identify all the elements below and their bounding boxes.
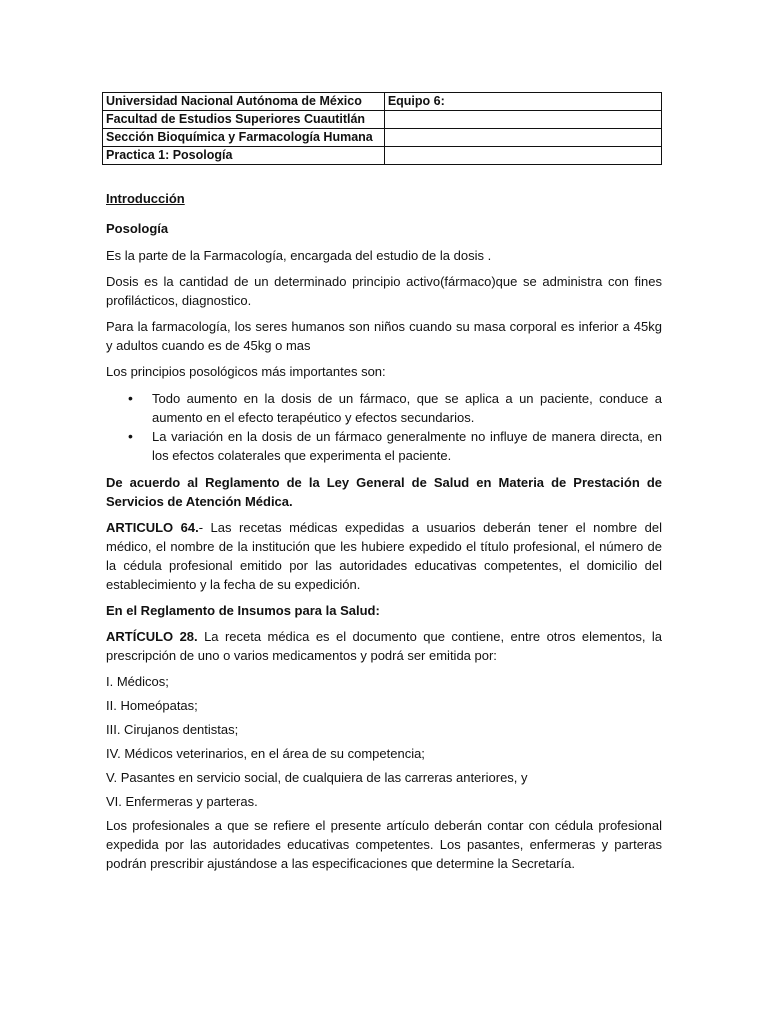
table-cell: Facultad de Estudios Superiores Cuautitlán (103, 111, 385, 129)
section-heading-introduccion: Introducción (106, 191, 185, 206)
article-28-text: La receta médica es el documento que contiene, entre otros elementos, la prescripción de uno o varios medicamentos y podrá ser emitida por: (106, 629, 663, 663)
paragraph: Los principios posológicos más importantes son: (106, 364, 386, 379)
list-item: IV. Médicos veterinarios, en el área de su competencia; (106, 746, 425, 761)
list-item: II. Homeópatas; (106, 698, 198, 713)
list-item: III. Cirujanos dentistas; (106, 722, 239, 737)
list-item: I. Médicos; (106, 674, 169, 689)
table-row (103, 129, 662, 147)
reglamento-heading: De acuerdo al Reglamento de la Ley General de Salud en Materia de Prestación de Servicios de Atención Médica. (106, 475, 662, 509)
subheading-posologia: Posología (106, 221, 169, 236)
paragraph: Para la farmacología, los seres humanos son niños cuando su masa corporal es inferior a 45kg y adultos cuando es de 45kg o mas (106, 319, 662, 353)
table-cell: Universidad Nacional Autónoma de México (103, 93, 385, 111)
principles-list (106, 389, 662, 465)
article-64-text: - Las recetas médicas expedidas a usuarios deberán tener el nombre del médico, el nombre de la institución que les hubiere expedido el título profesional, el número de la cédula profesional emitido por las autoridades educativas competentes, el domicilio del establecimiento y la fecha de su expedición. (106, 520, 663, 592)
table-cell (384, 147, 661, 165)
article-64-label: ARTICULO 64. (106, 520, 199, 535)
paragraph: Es la parte de la Farmacología, encargada del estudio de la dosis . (106, 248, 492, 263)
article-28 (106, 627, 662, 665)
table-cell (384, 111, 661, 129)
paragraph: Dosis es la cantidad de un determinado principio activo(fármaco)que se administra con fines profilácticos, diagnostico. (106, 274, 662, 308)
bullet-icon: • (128, 428, 133, 444)
closing-paragraph: Los profesionales a que se refiere el presente artículo deberán contar con cédula profesional expedida por las autoridades educativas competentes. Los pasantes, enfermeras y parteras podrán prescribir ajustándose a las especificaciones que determine la Secretaría. (106, 818, 662, 871)
list-item-text: La variación en la dosis de un fármaco generalmente no influye de manera directa, en los efectos colaterales que experimenta el paciente. (152, 429, 662, 463)
bullet-icon: • (128, 390, 133, 406)
table-cell: Equipo 6: (384, 93, 661, 111)
list-item (106, 389, 662, 427)
table-row (103, 111, 662, 129)
article-28-label: ARTÍCULO 28. (106, 629, 198, 644)
list-item: V. Pasantes en servicio social, de cualquiera de las carreras anteriores, y (106, 770, 528, 785)
table-row (103, 93, 662, 111)
list-item (106, 427, 662, 465)
table-row (103, 147, 662, 165)
table-cell: Practica 1: Posología (103, 147, 385, 165)
header-table (102, 92, 662, 165)
list-item: VI. Enfermeras y parteras. (106, 794, 258, 809)
table-cell (384, 129, 661, 147)
list-item-text: Todo aumento en la dosis de un fármaco, que se aplica a un paciente, conduce a aumento en el efecto terapéutico y efectos secundarios. (152, 391, 662, 425)
table-cell: Sección Bioquímica y Farmacología Humana (103, 129, 385, 147)
document-content (106, 92, 662, 880)
article-64 (106, 518, 662, 594)
insumos-heading: En el Reglamento de Insumos para la Salud: (106, 603, 380, 618)
